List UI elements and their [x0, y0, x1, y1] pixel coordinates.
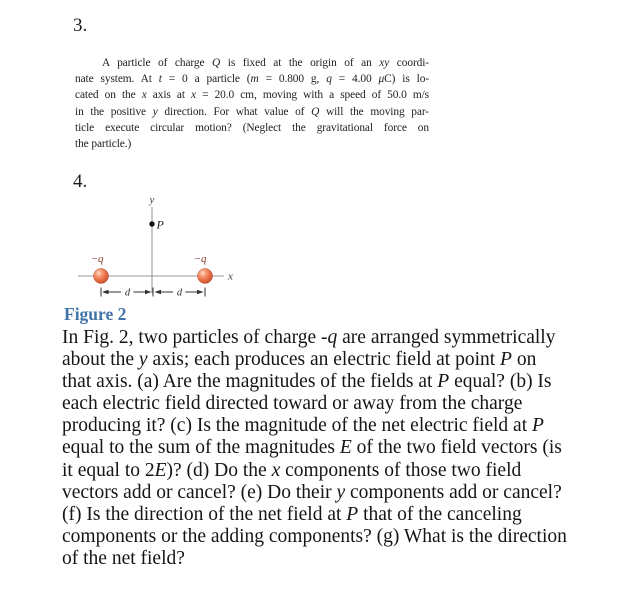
text-line: each electric field directed toward or away from the charge [62, 393, 523, 415]
text-line: in the positive y direction. For what value of Q will the moving par- [75, 105, 430, 118]
y-axis-label: y [149, 194, 155, 206]
figure-2-diagram [70, 192, 245, 302]
problem-3-text [75, 55, 429, 152]
arrow-right-in [155, 290, 162, 295]
charge-right-label: −q [193, 253, 207, 265]
arrow-right-out [197, 290, 204, 295]
text-line: of the net field? [62, 547, 185, 569]
problem-3-number: 3. [73, 15, 88, 36]
text-line: components or the adding components? (g) What is the direction [62, 525, 567, 547]
text-line: about the y axis; each produces an electric field at point P on [62, 349, 537, 371]
text-line: cated on the x axis at x = 20.0 cm, moving with a speed of 50.0 m/s [75, 89, 429, 102]
point-p-dot [149, 221, 154, 226]
text-line: that axis. (a) Are the magnitudes of the fields at P equal? (b) Is [62, 371, 552, 393]
dimension-annotation [101, 288, 205, 297]
text-line: the particle.) [75, 138, 132, 151]
question-text [62, 327, 622, 570]
distance-right-label: d [176, 287, 183, 299]
figure-caption: Figure 2 [64, 304, 127, 324]
text-line: nate system. At t = 0 a particle (m = 0.800 g, q = 4.00 μC) is lo- [75, 73, 430, 86]
text-line: (f) Is the direction of the net field at P that of the canceling [62, 503, 522, 525]
text-line: producing it? (c) Is the magnitude of the net electric field at P [62, 415, 544, 437]
point-p-label: P [156, 217, 164, 232]
text-line: it equal to 2E)? (d) Do the x components of those two field [62, 459, 522, 481]
charge-right-sphere [198, 269, 213, 284]
text-line: equal to the sum of the magnitudes E of the two field vectors (is [62, 437, 562, 459]
charge-left-sphere [94, 269, 109, 284]
text-line: A particle of charge Q is fixed at the origin of an xy coordi- [102, 57, 430, 69]
text-line: ticle execute circular motion? (Neglect the gravitational force on [75, 121, 429, 134]
distance-left-label: d [124, 287, 131, 299]
arrow-left-in [145, 290, 152, 295]
x-axis-label: x [228, 270, 233, 283]
text-line: In Fig. 2, two particles of charge -q are arranged symmetrically [62, 327, 556, 348]
arrow-left-out [102, 290, 109, 295]
charge-left-label: −q [90, 253, 104, 265]
problem-4-number: 4. [73, 171, 88, 192]
text-line: vectors add or cancel? (e) Do their y components add or cancel? [62, 481, 562, 503]
